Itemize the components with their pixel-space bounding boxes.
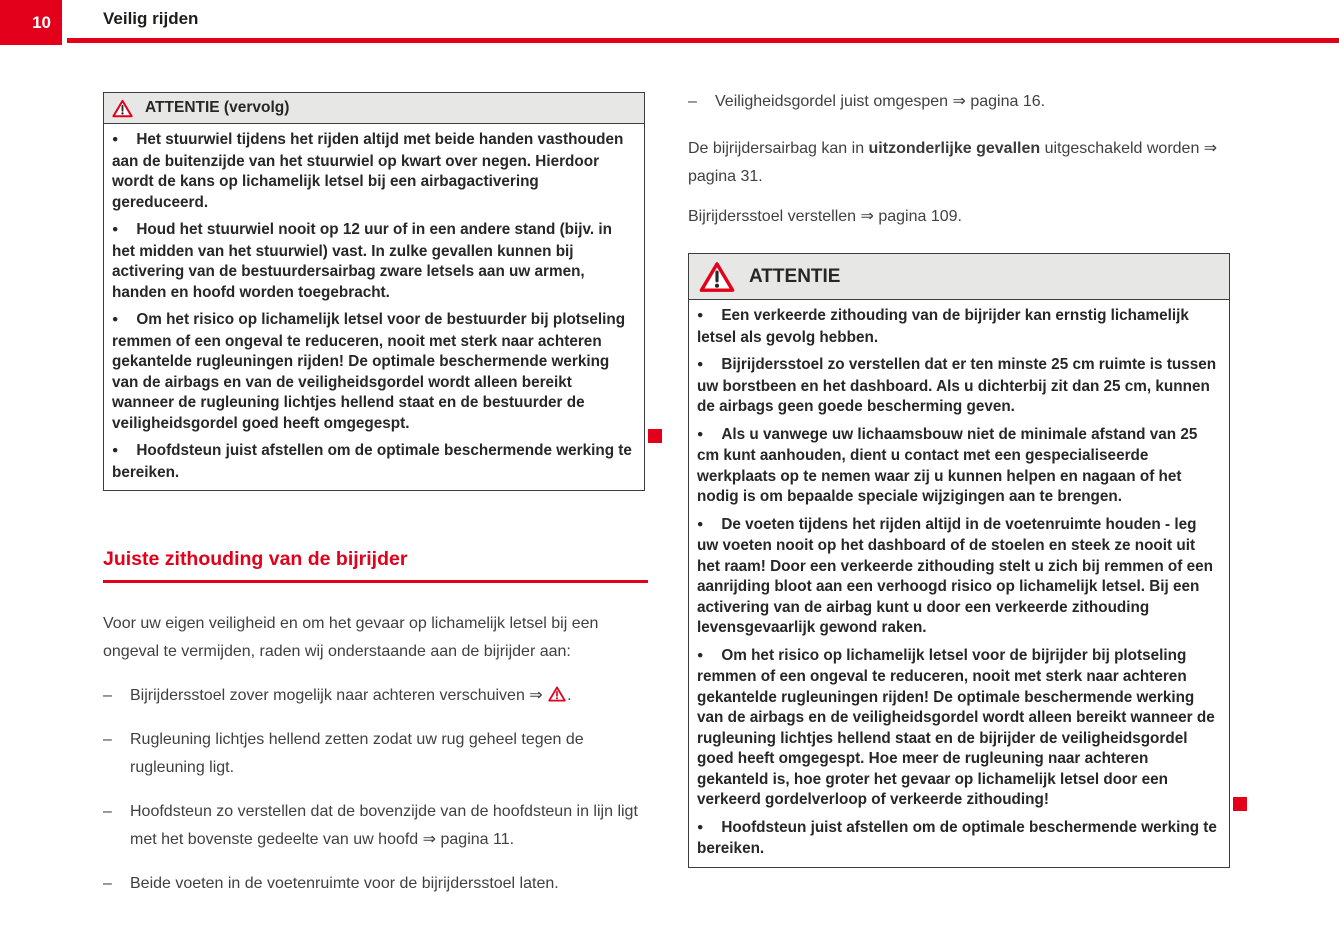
airbag-paragraph	[688, 135, 1233, 191]
warning-bullet-text: Houd het stuurwiel nooit op 12 uur of in een andere stand (bijv. in het midden van het stuurwiel) vast. In zulke gevallen kunnen bij activering van de bestuurdersairbag zware letsels aan uw armen, handen en hoofd worden toegebracht.	[112, 221, 612, 301]
bullet-dot-icon	[112, 130, 118, 152]
warning-triangle-icon	[699, 261, 735, 293]
list-item	[103, 682, 648, 710]
list-item: – Veiligheidsgordel juist omgespen ⇒ pagina 16.	[688, 88, 1233, 116]
attention-box	[688, 253, 1230, 868]
chapter-title: Veilig rijden	[103, 9, 199, 28]
bullet-dot-icon	[112, 441, 118, 463]
seat-paragraph: Bijrijdersstoel verstellen ⇒ pagina 109.	[688, 208, 962, 225]
section-end-marker	[648, 429, 662, 443]
list-item: – Hoofdsteun zo verstellen dat de bovenzijde van de hoofdsteun in lijn ligt met het bovenste gedeelte van uw hoofd ⇒ pagina 11.	[103, 798, 648, 854]
bullet-dot-icon	[697, 515, 703, 537]
paragraph-bold-text: uitzonderlijke gevallen	[868, 140, 1041, 157]
warning-triangle-icon	[548, 686, 566, 702]
list-item-text: Bijrijdersstoel zover mogelijk naar achteren verschuiven ⇒	[130, 687, 548, 704]
list-item: – Rugleuning lichtjes hellend zetten zodat uw rug geheel tegen de rugleuning ligt.	[103, 726, 648, 782]
attention-box-continued-title: ATTENTIE (vervolg)	[145, 99, 290, 116]
bullet-dot-icon	[697, 425, 703, 447]
attention-box-continued	[103, 92, 645, 491]
bullet-dot-icon	[697, 306, 703, 328]
warning-triangle-icon	[112, 99, 133, 118]
warning-bullet-text: Hoofdsteun juist afstellen om de optimale beschermende werking te bereiken.	[112, 442, 632, 481]
bullet-dot-icon	[697, 355, 703, 377]
bullet-dot-icon	[697, 818, 703, 840]
warning-bullet-text: De voeten tijdens het rijden altijd in de voetenruimte houden - leg uw voeten nooit op het dashboard of de stoelen en steek ze nooit uit het raam! Door een verkeerde zithouding stelt u zich bij remmen of een aanrijding bloot aan een verhoogd risico op lichamelijk letsel. Bij een activering van de airbag kunt u door een verkeerde zithouding levensgevaarlijk gewond raken.	[697, 515, 1213, 636]
right-column	[688, 88, 1233, 868]
section-end-marker	[1233, 797, 1247, 811]
warning-bullet	[697, 425, 1221, 508]
warning-bullet	[112, 220, 636, 303]
warning-bullet	[697, 818, 1221, 860]
attention-box-header	[689, 254, 1229, 300]
attention-box-continued-body	[104, 124, 644, 490]
section-heading: Juiste zithouding van de bijrijder	[103, 548, 648, 583]
warning-bullet	[697, 515, 1221, 639]
warning-bullet-text: Hoofdsteun juist afstellen om de optimale beschermende werking te bereiken.	[697, 818, 1217, 857]
attention-box-title: ATTENTIE	[749, 265, 841, 287]
warning-bullet-text: Om het risico op lichamelijk letsel voor de bijrijder bij plotseling remmen of een ongeval te reduceren, nooit met sterk naar achteren gekantelde rugleuningen rijden! De optimale beschermende werking van de airbags en de veiligheidsgordel wordt alleen bereikt wanneer de rugleuning lichtjes hellend staat en de bijrijder de veiligheidsgordel goed heeft omgegespt. Hoe meer de rugleuning naar achteren gekanteld is, hoe groter het gevaar op lichamelijk letsel door een verkeerd gordelverloop of verkeerde zithouding!	[697, 646, 1215, 808]
warning-bullet-text: Als u vanwege uw lichaamsbouw niet de minimale afstand van 25 cm kunt aanhouden, dient u contact met een gespecialiseerde werkplaats op te nemen waar zij u kunnen helpen en nagaan of het nodig is om bepaalde speciale wijzigingen aan te brengen.	[697, 425, 1198, 505]
attention-box-body	[689, 300, 1229, 867]
header-rule	[67, 38, 1339, 43]
warning-bullet	[112, 310, 636, 434]
bullet-dot-icon	[112, 220, 118, 242]
paragraph-text: uitgeschakeld worden ⇒ pagina 31.	[688, 140, 1218, 185]
list-item-text: .	[567, 687, 572, 704]
bullet-dot-icon	[697, 646, 703, 668]
warning-bullet	[697, 355, 1221, 418]
bullet-dot-icon	[112, 310, 118, 332]
warning-bullet	[697, 646, 1221, 811]
list-item: – Beide voeten in de voetenruimte voor de bijrijdersstoel laten.	[103, 870, 648, 898]
warning-bullet-text: Het stuurwiel tijdens het rijden altijd met beide handen vasthouden aan de buitenzijde van het stuurwiel op kwart over negen. Hierdoor wordt de kans op lichamelijk letsel bij een airbagactivering gereduceerd.	[112, 131, 624, 211]
paragraph-text: De bijrijdersairbag kan in	[688, 140, 869, 157]
warning-bullet-text: Om het risico op lichamelijk letsel voor de bestuurder bij plotseling remmen of een ongeval te reduceren, nooit met sterk naar achteren gekantelde rugleuningen rijden! De optimale beschermende werking van de airbags en van de veiligheidsgordel wordt alleen bereikt wanneer de rugleuning lichtjes hellend staat en de bestuurder de veiligheidsgordel goed heeft omgegespt.	[112, 311, 626, 432]
warning-bullet-text: Bijrijdersstoel zo verstellen dat er ten minste 25 cm ruimte is tussen uw borstbeen en het dashboard. Als u dichterbij zit dan 25 cm, kunnen de airbags geen goede bescherming geven.	[697, 356, 1217, 415]
warning-bullet	[112, 130, 636, 213]
warning-bullet-text: Een verkeerde zithouding van de bijrijder kan ernstig lichamelijk letsel als gevolg hebben.	[697, 307, 1189, 346]
page-number: 10	[32, 12, 51, 32]
page-number-badge	[0, 0, 62, 45]
warning-bullet	[697, 306, 1221, 348]
attention-box-continued-header	[104, 93, 644, 124]
warning-bullet	[112, 441, 636, 483]
section-intro: Voor uw eigen veiligheid en om het gevaar op lichamelijk letsel bij een ongeval te vermijden, raden wij onderstaande aan de bijrijder aan:	[103, 615, 599, 660]
left-column	[103, 92, 648, 898]
